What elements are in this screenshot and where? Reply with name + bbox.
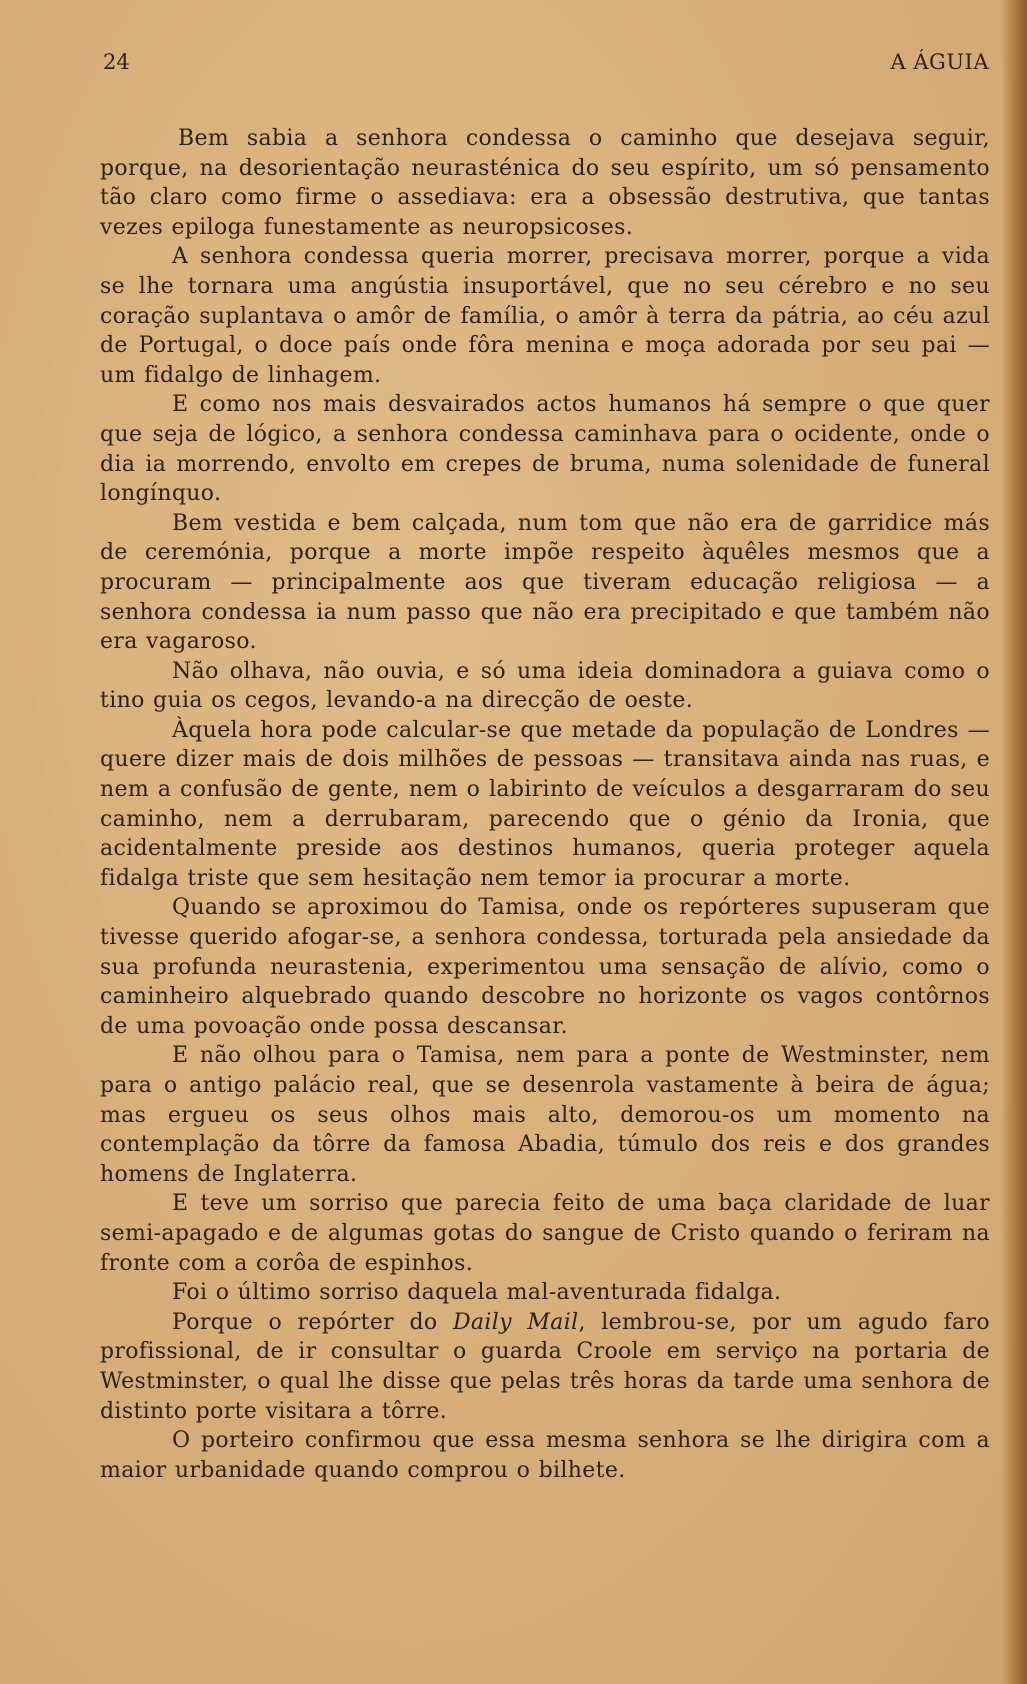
page-edge-shadow	[1001, 0, 1027, 1684]
paragraph: E como nos mais desvairados actos humanos há sempre o que quer que seja de lógico, a senhora condessa caminhava para o ocidente, onde o dia ia morrendo, envolto em crepes de bruma, numa solenidade de funeral longínquo.	[100, 392, 990, 507]
paragraph: Bem sabia a senhora condessa o caminho que desejava seguir, porque, na desorientação neurasténica do seu espírito, um só pensamento tão claro como firme o assediava: era a obsessão destrutiva, que tantas vezes epiloga funestamente as neuropsicoses.	[100, 126, 990, 240]
page-header	[103, 50, 989, 82]
running-title: A ÁGUIA	[890, 50, 989, 74]
paragraph: Àquela hora pode calcular-se que metade da população de Londres — quere dizer mais de dois milhões de pessoas — transitava ainda nas ruas, e nem a confusão de gente, nem o labirinto de veículos a desgarraram do seu caminho, nem a derrubaram, parecendo que o génio da Ironia, que acidentalmente preside aos destinos humanos, queria proteger aquela fidalga triste que sem hesitação nem temor ia procurar a morte.	[100, 717, 990, 891]
paragraph	[100, 1308, 990, 1426]
paragraph-text: Porque o repórter do	[172, 1309, 453, 1335]
paragraph-text: , lembrou-se, por um agudo faro profissional, de ir consultar o guarda Croole em serviço na portaria de Westminster, o qual lhe disse que pelas três horas da tarde uma senhora de distinto porte visitara a tôrre.	[100, 1309, 990, 1424]
paragraph: O porteiro confirmou que essa mesma senhora se lhe dirigira com a maior urbanidade quando comprou o bilhete.	[100, 1428, 990, 1483]
paragraph: Quando se aproximou do Tamisa, onde os repórteres supuseram que tivesse querido afogar-se, a senhora condessa, torturada pela ansiedade da sua profunda neurastenia, experimentou uma sensação de alívio, como o caminheiro alquebrado quando descobre no horizonte os vagos contôrnos de uma povoação onde possa descansar.	[100, 895, 990, 1039]
paragraph: Bem vestida e bem calçada, num tom que não era de garridice más de ceremónia, porque a morte impõe respeito àquêles mesmos que a procuram — principalmente aos que tiveram educação religiosa — a senhora condessa ia num passo que não era precipitado e que também não era vagaroso.	[100, 510, 990, 655]
newspaper-name: Daily Mail	[452, 1309, 579, 1335]
paragraph: E não olhou para o Tamisa, nem para a ponte de Westminster, nem para o antigo palácio real, que se desenrola vastamente à beira de água; mas ergueu os seus olhos mais alto, demorou-os um momento na contemplação da tôrre da famosa Abadia, túmulo dos reis e dos grandes homens de Inglaterra.	[100, 1043, 990, 1187]
paragraph: Foi o último sorriso daquela mal-aventurada fidalga.	[172, 1280, 782, 1306]
paragraph: A senhora condessa queria morrer, precisava morrer, porque a vida se lhe tornara uma angústia insuportável, que no seu cérebro e no seu coração suplantava o amôr de família, o amôr à terra da pátria, ao céu azul de Portugal, o doce país onde fôra menina e moça adorada por seu pai — um fidalgo de linhagem.	[100, 244, 990, 388]
body-text	[100, 124, 990, 1485]
paragraph: Não olhava, não ouvia, e só uma ideia dominadora a guiava como o tino guia os cegos, levando-a na direcção de oeste.	[100, 658, 990, 714]
page-number: 24	[103, 50, 130, 74]
paragraph: E teve um sorriso que parecia feito de uma baça claridade de luar semi-apagado e de algumas gotas do sangue de Cristo quando o feriram na fronte com a corôa de espinhos.	[100, 1191, 990, 1276]
